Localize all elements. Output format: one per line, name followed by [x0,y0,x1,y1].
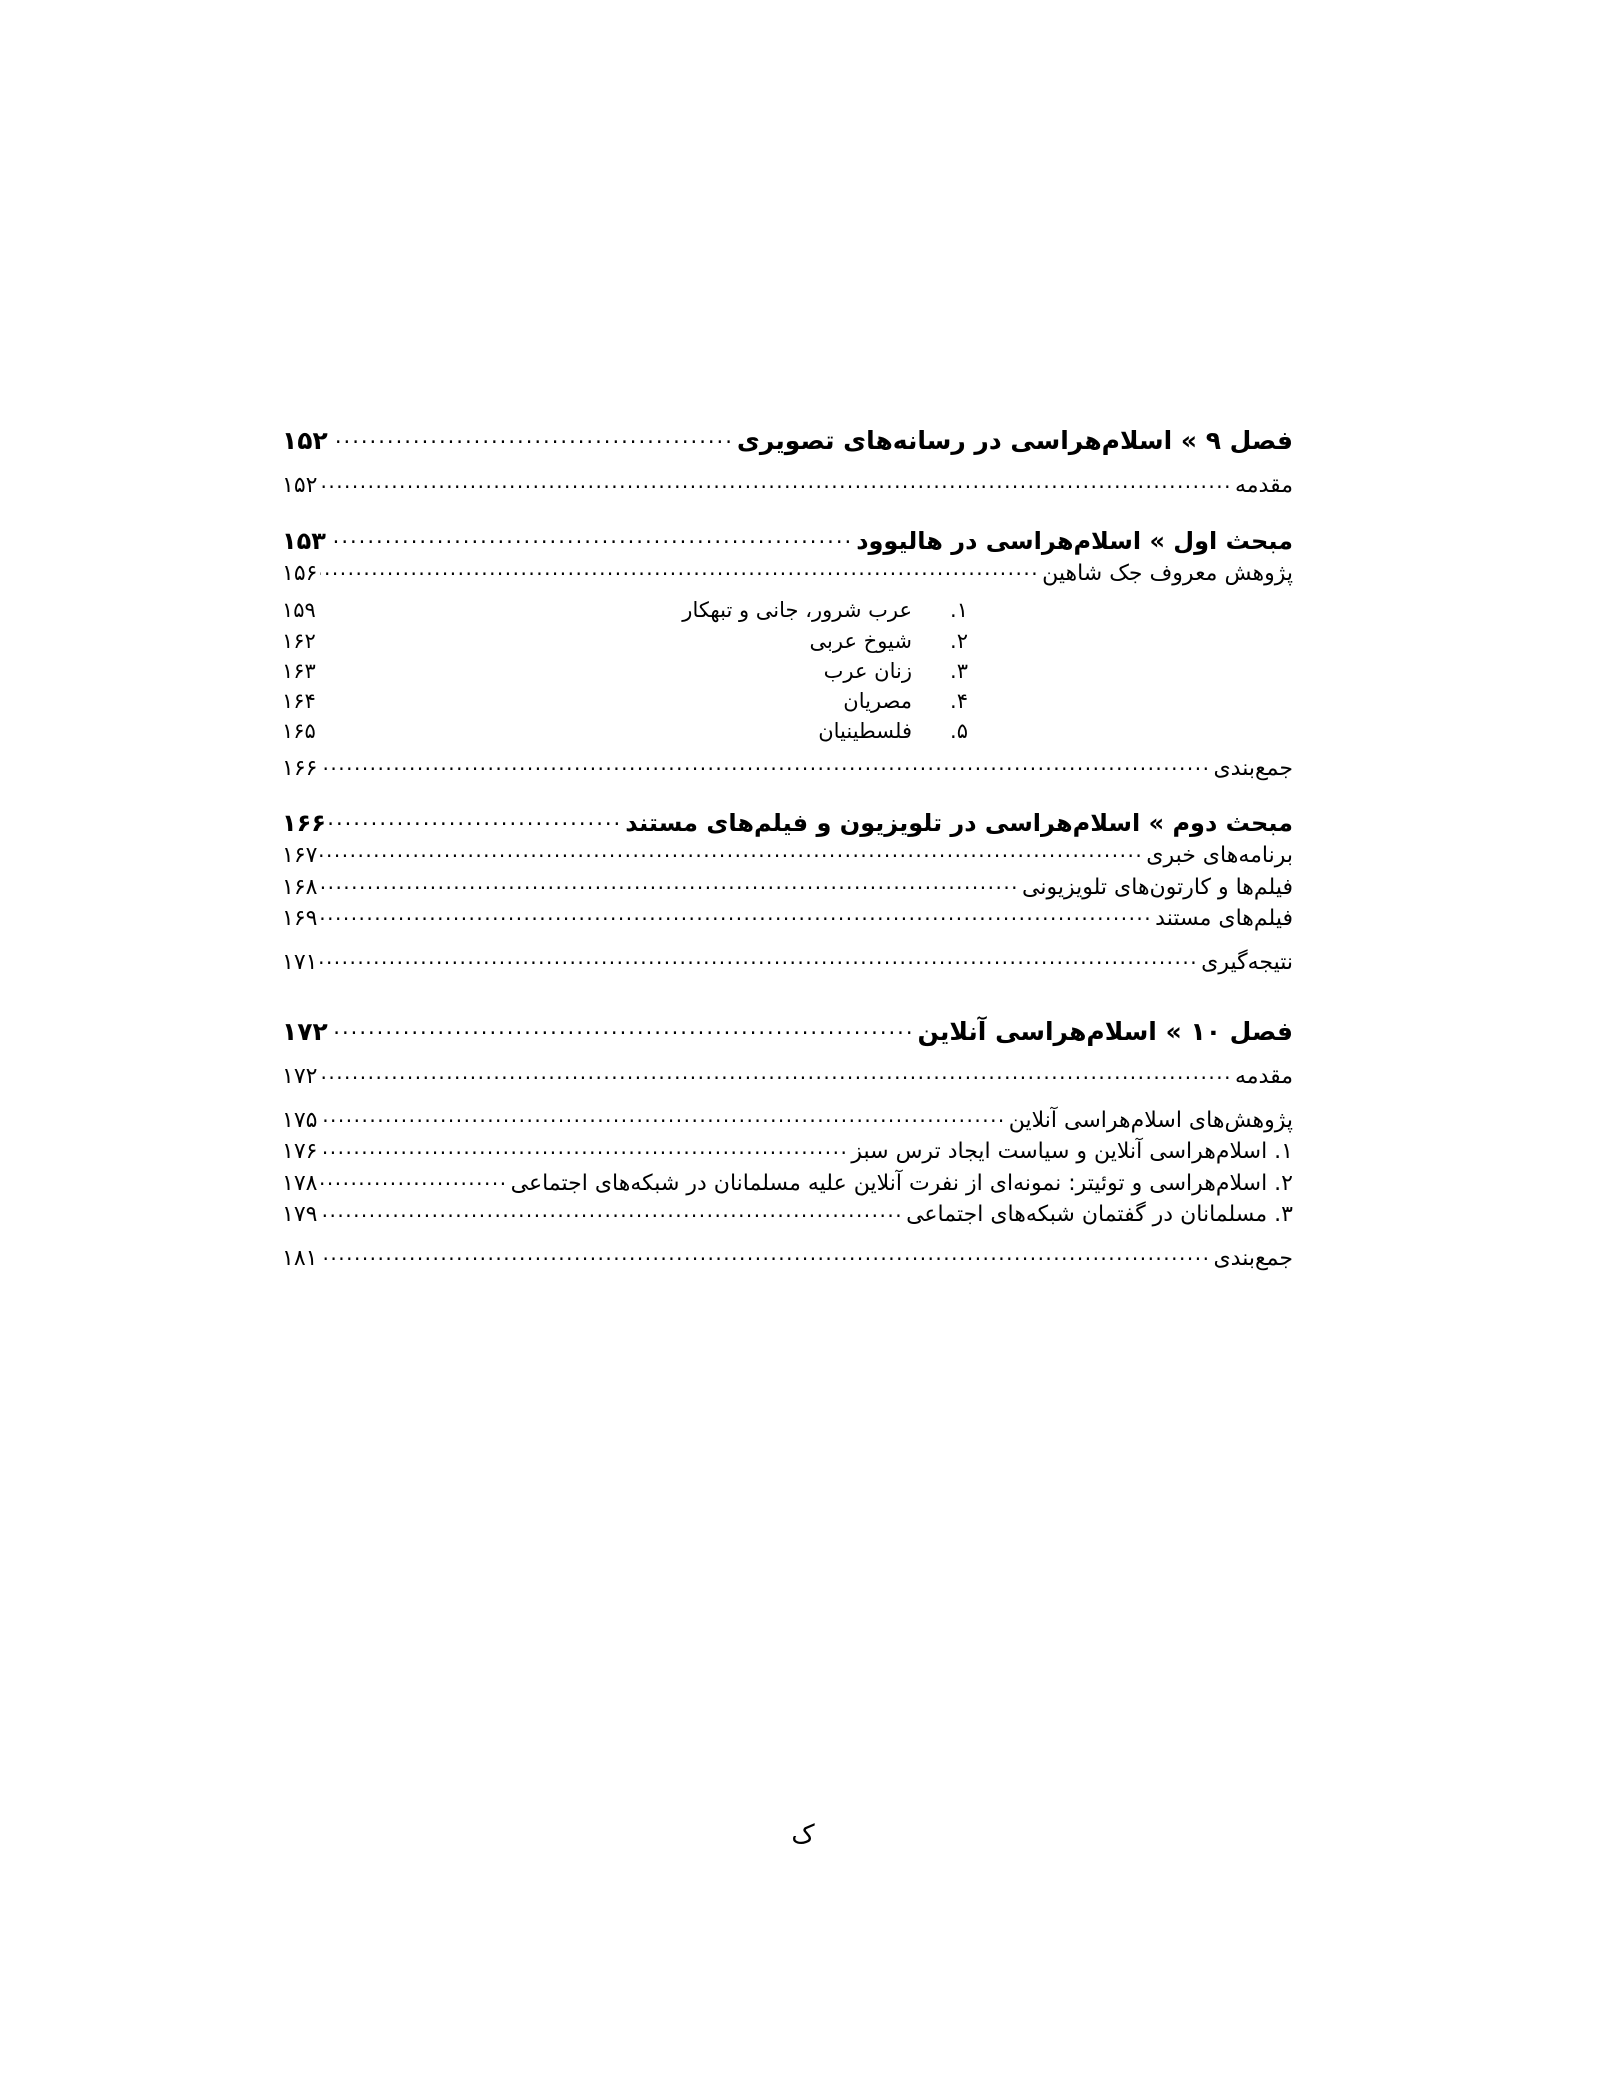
toc-dot-leader [331,433,734,449]
toc-entry[interactable] [282,1170,1293,1198]
toc-entry-page-number: ۱۷۵ [282,1107,318,1133]
toc-entry[interactable] [282,842,1293,870]
toc-dot-leader [320,759,1210,775]
toc-entry-page-number: ۱۷۹ [282,1202,318,1228]
toc-dot-leader [320,909,1152,925]
toc-dot-leader [320,1205,903,1221]
toc-entry[interactable] [282,425,1293,456]
toc-entry[interactable] [282,949,1293,977]
toc-entry-label: نتیجه‌گیری [1201,949,1293,975]
toc-entry[interactable] [282,755,1293,783]
toc-dot-leader [320,1249,1210,1265]
toc-dot-leader [320,1111,1005,1127]
toc-entry-label: فلسطینیان [818,719,912,744]
toc-dot-leader [329,815,622,831]
toc-entry-page-number: ۱۶۶ [282,755,318,781]
toc-entry-page-number: ۱۷۸ [282,1170,318,1196]
toc-list [282,425,1293,1276]
toc-spacer [282,1233,1293,1245]
toc-entry-label: ۱. اسلام‌هراسی آنلاین و سیاست ایجاد ترس سبز [851,1139,1293,1165]
toc-entry-number: ۳. [950,658,968,683]
toc-entry-label: ۳. مسلمانان در گفتمان شبکه‌های اجتماعی [906,1202,1293,1228]
toc-entry[interactable] [282,1245,1293,1273]
toc-spacer [282,786,1293,808]
toc-entry-page-number: ۱۵۶ [282,560,318,586]
toc-entry-label: پژوهش‌های اسلام‌هراسی آنلاین [1008,1107,1293,1133]
toc-entry-label: جمع‌بندی [1213,755,1293,781]
toc-entry[interactable] [282,526,1293,556]
toc-entry-page-number: ۱۶۸ [282,874,318,900]
toc-spacer [282,504,1293,526]
toc-entry-page-number: ۱۵۹ [282,598,316,623]
toc-spacer [282,937,1293,949]
toc-entry-page-number: ۱۸۱ [282,1245,318,1271]
toc-spacer [282,460,1293,472]
toc-entry-label: جمع‌بندی [1213,1245,1293,1271]
toc-dot-leader [320,878,1019,894]
toc-entry-page-number: ۱۵۲ [282,426,328,455]
toc-entry-label: مصریان [843,689,912,713]
toc-entry-label: ۲. اسلام‌هراسی و توئیتر: نمونه‌ای از نفرت آنلاین علیه مسلمانان در شبکه‌های اجتماعی [510,1170,1293,1196]
toc-dot-leader [320,1067,1232,1083]
toc-entry-number: ۴. [950,689,968,713]
toc-entry[interactable] [282,472,1293,500]
toc-dot-leader [320,953,1198,969]
toc-entry-page-number: ۱۷۲ [282,1017,328,1046]
toc-entry[interactable] [282,1016,1293,1047]
toc-spacer [282,1051,1293,1063]
toc-entry[interactable] [282,688,1293,714]
toc-entry-label: عرب شرور، جانی و تبهکار [682,598,912,623]
toc-entry-page-number: ۱۵۳ [282,526,326,555]
toc-dot-leader [320,846,1143,862]
toc-entry-page-number: ۱۶۵ [282,719,316,744]
toc-entry[interactable] [282,874,1293,902]
toc-dot-leader [320,1174,507,1190]
toc-entry-page-number: ۱۶۶ [282,809,326,837]
toc-entry-page-number: ۱۶۷ [282,843,318,868]
toc-spacer [282,1095,1293,1107]
toc-entry-page-number: ۱۶۴ [282,689,316,713]
toc-entry-label: مبحث اول » اسلام‌هراسی در هالیوود [856,526,1293,555]
toc-entry[interactable] [282,597,1293,623]
toc-entry-number: ۵. [950,719,968,744]
toc-entry-page-number: ۱۶۹ [282,906,318,931]
toc-entry[interactable] [282,1063,1293,1091]
toc-entry[interactable] [282,808,1293,838]
toc-entry-number-group [316,689,1293,713]
toc-entry-label: فیلم‌های مستند [1155,906,1293,931]
toc-dot-leader [320,564,1039,580]
toc-entry-number: ۱. [950,598,968,623]
toc-dot-leader [320,1142,848,1158]
toc-entry-number-group [316,719,1293,743]
toc-entry-page-number: ۱۶۳ [282,658,316,683]
toc-entry[interactable] [282,1138,1293,1166]
toc-entry[interactable] [282,1201,1293,1229]
toc-entry-label: پژوهش معروف جک شاهین [1042,560,1293,586]
toc-entry-page-number: ۱۷۲ [282,1064,318,1090]
toc-dot-leader [320,476,1232,492]
toc-entry-label: مقدمه [1234,473,1293,499]
toc-entry[interactable] [282,628,1293,654]
toc-entry-number-group [316,629,1293,653]
toc-entry[interactable] [282,718,1293,744]
page-footer-marker: ک [791,1820,815,1850]
toc-entry[interactable] [282,905,1293,933]
toc-entry-label: مبحث دوم » اسلام‌هراسی در تلویزیون و فیلم‌های مستند [625,809,1293,837]
toc-entry-page-number: ۱۷۱ [282,949,318,975]
toc-dot-leader [329,533,853,549]
toc-entry-label: مقدمه [1234,1064,1293,1090]
toc-entry-label: فصل ۱۰ » اسلام‌هراسی آنلاین [917,1017,1293,1046]
toc-entry-page-number: ۱۶۲ [282,628,316,653]
toc-entry-page-number: ۱۷۶ [282,1139,318,1165]
toc-entry-label: شیوخ عربی [809,628,912,653]
toc-spacer [282,980,1293,1016]
toc-entry[interactable] [282,658,1293,684]
toc-entry-number: ۲. [950,628,968,653]
toc-entry-number-group [316,598,1293,622]
toc-dot-leader [331,1024,915,1040]
toc-entry-page-number: ۱۵۲ [282,473,318,499]
toc-entry-label: فصل ۹ » اسلام‌هراسی در رسانه‌های تصویری [736,426,1293,455]
toc-entry[interactable] [282,1107,1293,1135]
toc-entry-number-group [316,659,1293,683]
toc-entry-label: برنامه‌های خبری [1146,843,1293,868]
toc-entry-label: فیلم‌ها و کارتون‌های تلویزیونی [1022,874,1293,900]
toc-entry-label: زنان عرب [823,658,912,683]
toc-entry[interactable] [282,560,1293,588]
